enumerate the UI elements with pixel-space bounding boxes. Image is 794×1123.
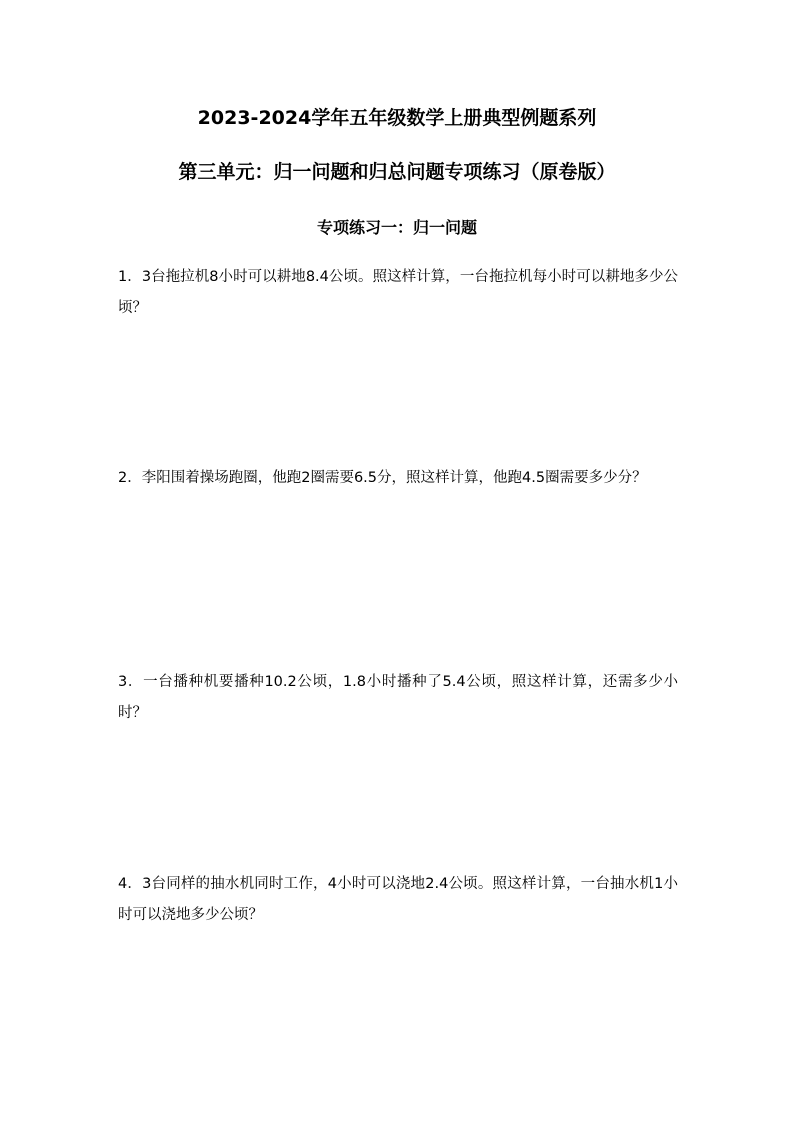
question-3: 3．一台播种机要播种10.2公顷，1.8小时播种了5.4公顷，照这样计算，还需多少小时？ [118,674,678,721]
question-1: 1．3台拖拉机8小时可以耕地8.4公顷。照这样计算，一台拖拉机每小时可以耕地多少公顷？ [118,269,678,316]
section-heading: 专项练习一：归一问题 [316,218,477,237]
document-title: 2023-2024学年五年级数学上册典型例题系列 [197,107,597,129]
question-4: 4．3台同样的抽水机同时工作，4小时可以浇地2.4公顷。照这样计算，一台抽水机1小时可以浇地多少公顷？ [118,876,678,923]
document-subtitle: 第三单元：归一问题和归总问题专项练习（原卷版） [178,161,616,183]
question-2: 2．李阳围着操场跑圈，他跑2圈需要6.5分，照这样计算，他跑4.5圈需要多少分？ [118,470,647,486]
